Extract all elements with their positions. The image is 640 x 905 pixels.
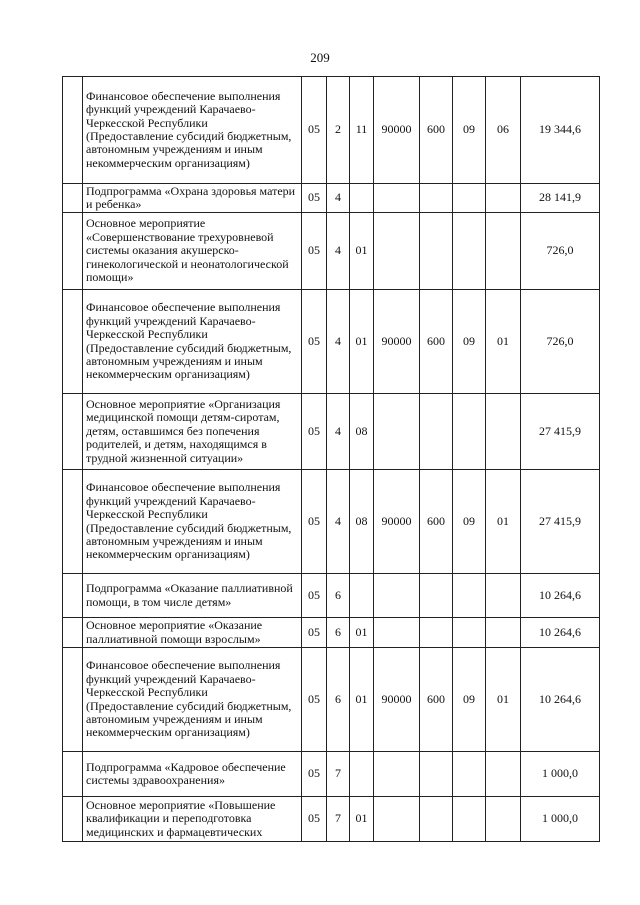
- code-cell: [486, 394, 521, 470]
- code-cell: 01: [350, 290, 374, 394]
- table-row: [63, 797, 600, 842]
- code-cell: 05: [302, 470, 327, 574]
- blank-cell: [63, 752, 83, 797]
- code-cell: 90000: [374, 648, 420, 752]
- page-number: 209: [310, 50, 330, 65]
- code-cell: [486, 184, 521, 213]
- table-row: [63, 648, 600, 752]
- table-row: [63, 213, 600, 290]
- amount-cell: 10 264,6: [521, 618, 600, 648]
- amount-cell: 27 415,9: [521, 470, 600, 574]
- code-cell: [420, 574, 453, 618]
- budget-table-body: [63, 77, 600, 842]
- code-cell: [486, 752, 521, 797]
- code-cell: 05: [302, 574, 327, 618]
- blank-cell: [63, 394, 83, 470]
- amount-cell: 1 000,0: [521, 752, 600, 797]
- code-cell: 05: [302, 213, 327, 290]
- code-cell: 2: [327, 77, 350, 184]
- code-cell: 01: [350, 213, 374, 290]
- code-cell: 09: [453, 470, 486, 574]
- table-row: [63, 290, 600, 394]
- blank-cell: [63, 290, 83, 394]
- code-cell: 06: [486, 77, 521, 184]
- code-cell: 09: [453, 77, 486, 184]
- table-row: [63, 184, 600, 213]
- code-cell: [453, 213, 486, 290]
- table-row: [63, 77, 600, 184]
- code-cell: 01: [486, 648, 521, 752]
- blank-cell: [63, 574, 83, 618]
- code-cell: [453, 797, 486, 842]
- amount-cell: 10 264,6: [521, 574, 600, 618]
- code-cell: [374, 797, 420, 842]
- code-cell: 05: [302, 184, 327, 213]
- row-name: Финансовое обеспечение выполнения функций учреждений Карачаево-Черкесской Республики (Предоставление субсидий бюджетным, автономным учреждениям и иным некоммерческим организациям): [83, 470, 302, 574]
- code-cell: [420, 618, 453, 648]
- row-name: Финансовое обеспечение выполнения функций учреждений Карачаево-Черкесской Республики (Предоставление субсидий бюджетным, автономиым учреждениям и иным некоммерческим организациям): [83, 648, 302, 752]
- code-cell: [486, 574, 521, 618]
- code-cell: [486, 797, 521, 842]
- code-cell: 600: [420, 77, 453, 184]
- code-cell: [420, 213, 453, 290]
- code-cell: 4: [327, 184, 350, 213]
- code-cell: 90000: [374, 470, 420, 574]
- blank-cell: [63, 648, 83, 752]
- code-cell: 600: [420, 470, 453, 574]
- code-cell: [350, 752, 374, 797]
- code-cell: [420, 394, 453, 470]
- code-cell: [374, 184, 420, 213]
- code-cell: 90000: [374, 290, 420, 394]
- code-cell: 600: [420, 290, 453, 394]
- code-cell: 05: [302, 797, 327, 842]
- amount-cell: 10 264,6: [521, 648, 600, 752]
- amount-cell: 1 000,0: [521, 797, 600, 842]
- code-cell: 08: [350, 470, 374, 574]
- code-cell: 05: [302, 394, 327, 470]
- code-cell: [453, 752, 486, 797]
- amount-cell: 27 415,9: [521, 394, 600, 470]
- code-cell: 6: [327, 648, 350, 752]
- code-cell: 4: [327, 213, 350, 290]
- code-cell: 05: [302, 618, 327, 648]
- blank-cell: [63, 797, 83, 842]
- code-cell: [350, 184, 374, 213]
- amount-cell: 19 344,6: [521, 77, 600, 184]
- code-cell: 05: [302, 290, 327, 394]
- code-cell: [350, 574, 374, 618]
- code-cell: [453, 618, 486, 648]
- blank-cell: [63, 618, 83, 648]
- code-cell: 01: [350, 648, 374, 752]
- table-row: [63, 574, 600, 618]
- blank-cell: [63, 77, 83, 184]
- code-cell: [420, 797, 453, 842]
- code-cell: 4: [327, 470, 350, 574]
- code-cell: [486, 213, 521, 290]
- code-cell: 600: [420, 648, 453, 752]
- code-cell: 05: [302, 77, 327, 184]
- code-cell: [374, 752, 420, 797]
- code-cell: 09: [453, 648, 486, 752]
- table-row: [63, 752, 600, 797]
- code-cell: [486, 618, 521, 648]
- row-name: Подпрограмма «Оказание паллиативной помощи, в том числе детям»: [83, 574, 302, 618]
- code-cell: 6: [327, 618, 350, 648]
- code-cell: [453, 184, 486, 213]
- code-cell: 4: [327, 394, 350, 470]
- blank-cell: [63, 184, 83, 213]
- blank-cell: [63, 213, 83, 290]
- row-name: Основное мероприятие «Организация медицинской помощи детям-сиротам, детям, оставшимся без попечения родителей, и детям, находящимся в трудной жизненной ситуации»: [83, 394, 302, 470]
- table-row: [63, 394, 600, 470]
- code-cell: 01: [350, 618, 374, 648]
- code-cell: [374, 213, 420, 290]
- table-row: [63, 618, 600, 648]
- code-cell: 01: [486, 290, 521, 394]
- row-name: Основное мероприятие «Повышение квалификации и переподготовка медицинских и фармацевтических: [83, 797, 302, 842]
- row-name: Подпрограмма «Кадровое обеспечение системы здравоохранения»: [83, 752, 302, 797]
- code-cell: 09: [453, 290, 486, 394]
- row-name: Финансовое обеспечение выполнения функций учреждений Карачаево-Черкесской Республики (Предоставление субсидий бюджетным, автономным учреждениям и иным некоммерческим организациям): [83, 290, 302, 394]
- code-cell: [374, 394, 420, 470]
- code-cell: [453, 394, 486, 470]
- code-cell: 4: [327, 290, 350, 394]
- code-cell: 7: [327, 797, 350, 842]
- code-cell: 01: [486, 470, 521, 574]
- code-cell: [374, 574, 420, 618]
- code-cell: 11: [350, 77, 374, 184]
- row-name: Основное мероприятие «Совершенствование трехуровневой системы оказания акушерско-гинекологической и неонатологической помощи»: [83, 213, 302, 290]
- code-cell: 6: [327, 574, 350, 618]
- blank-cell: [63, 470, 83, 574]
- code-cell: 08: [350, 394, 374, 470]
- row-name: Финансовое обеспечение выполнения функций учреждений Карачаево-Черкесской Республики (Предоставление субсидий бюджетным, автономным учреждениям и иным некоммерческим организациям): [83, 77, 302, 184]
- amount-cell: 726,0: [521, 290, 600, 394]
- amount-cell: 726,0: [521, 213, 600, 290]
- code-cell: 90000: [374, 77, 420, 184]
- code-cell: 05: [302, 648, 327, 752]
- code-cell: 05: [302, 752, 327, 797]
- budget-table: [62, 76, 600, 842]
- row-name: Основное мероприятие «Оказание паллиативной помощи взрослым»: [83, 618, 302, 648]
- code-cell: [420, 752, 453, 797]
- table-row: [63, 470, 600, 574]
- code-cell: [420, 184, 453, 213]
- code-cell: 01: [350, 797, 374, 842]
- amount-cell: 28 141,9: [521, 184, 600, 213]
- code-cell: [453, 574, 486, 618]
- row-name: Подпрограмма «Охрана здоровья матери и ребенка»: [83, 184, 302, 213]
- code-cell: [374, 618, 420, 648]
- code-cell: 7: [327, 752, 350, 797]
